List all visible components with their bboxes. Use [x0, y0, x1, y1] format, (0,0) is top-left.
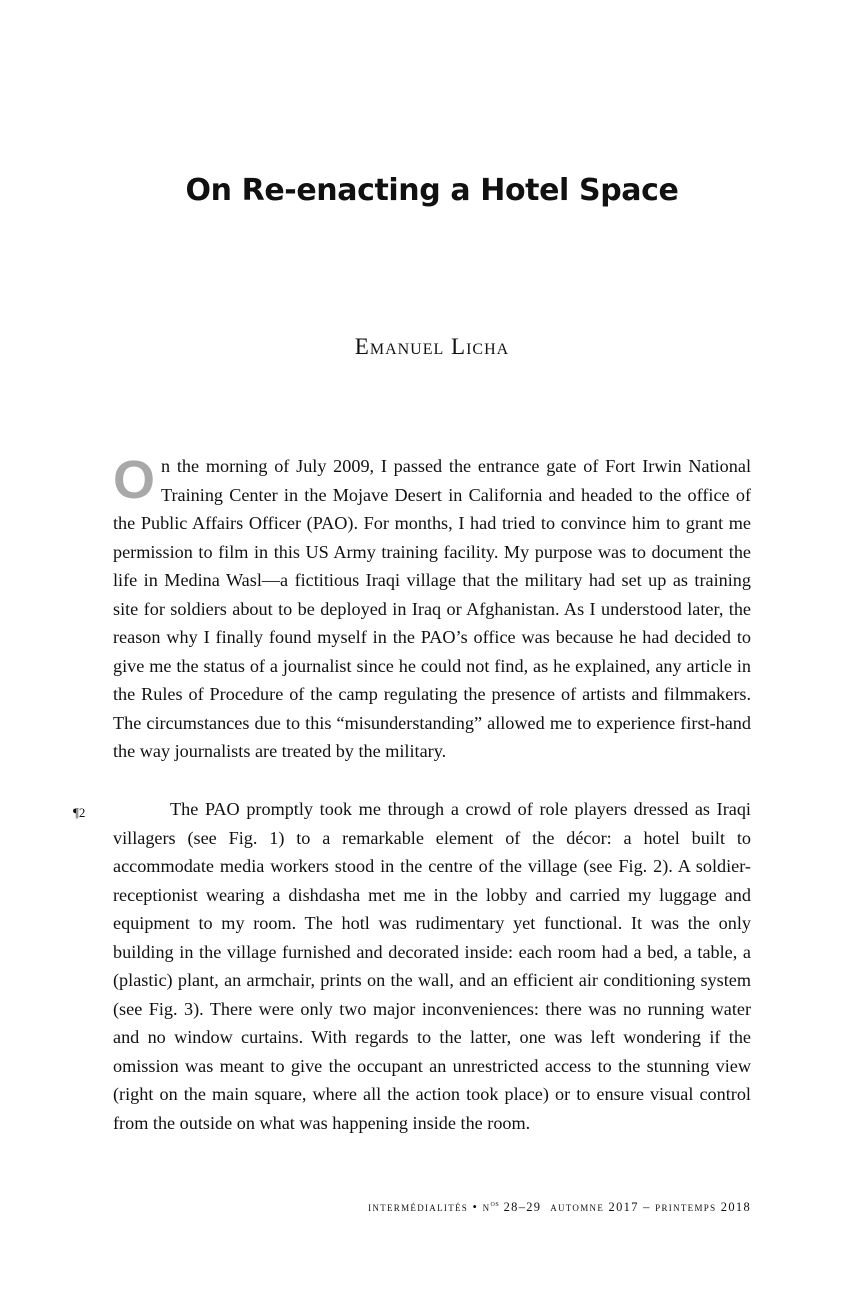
paragraph-1 — [113, 452, 751, 766]
footer-bullet: • — [472, 1200, 479, 1215]
journal-name: intermédialités — [368, 1200, 469, 1215]
article-title: On Re-enacting a Hotel Space — [185, 173, 679, 208]
paragraph-1-text: n the morning of July 2009, I passed the entrance gate of Fort Irwin National Training Center in the Mojave Desert in California and headed to the office of the Public Affairs Officer (PAO). For months, I had tried to convince him to grant me permission to film in this US Army training facility. My purpose was to document the life in Medina Wasl—a fictitious Iraqi village that the military had set up as training site for soldiers about to be deployed in Iraq or Afghanistan. As I understood later, the reason why I finally found myself in the PAO’s office was because he had decided to give me the status of a journalist since he could not find, as he explained, any article in the Rules of Procedure of the camp regulating the presence of artists and filmmakers. The circumstances due to this “misunderstanding” allowed me to experience first-hand the way journalists are treated by the military. — [113, 456, 751, 761]
drop-cap: O — [113, 450, 156, 510]
paragraph-2: The PAO promptly took me through a crowd of role players dressed as Iraqi villagers (see Fig. 1) to a remarkable element of the décor: a hotel built to accommodate media workers stood in the centre of the village (see Fig. 2). A soldier-receptionist wearing a dishdasha met me in the lobby and carried my luggage and equipment to my room. The hotl was rudimentary yet functional. It was the only building in the village furnished and decorated inside: each room had a bed, a table, a (plastic) plant, an armchair, prints on the wall, and an efficient air conditioning system (see Fig. 3). There were only two major inconveniences: there was no running water and no window curtains. With regards to the latter, one was left wondering if the omission was meant to give the occupant an unrestricted access to the stunning view (right on the main square, where all the action took place) or to ensure visual control from the outside on what was happening inside the room. — [113, 799, 751, 1133]
issue-numbers: 28–29 — [503, 1200, 542, 1215]
issue-prefix: n — [482, 1200, 491, 1215]
running-footer — [368, 1199, 751, 1215]
author-name: Emanuel Licha — [354, 334, 510, 359]
paragraph-number-marker: ¶2 — [73, 805, 86, 820]
issue-superscript: os — [490, 1199, 500, 1208]
issue-season: automne 2017 – printemps 2018 — [550, 1200, 751, 1215]
